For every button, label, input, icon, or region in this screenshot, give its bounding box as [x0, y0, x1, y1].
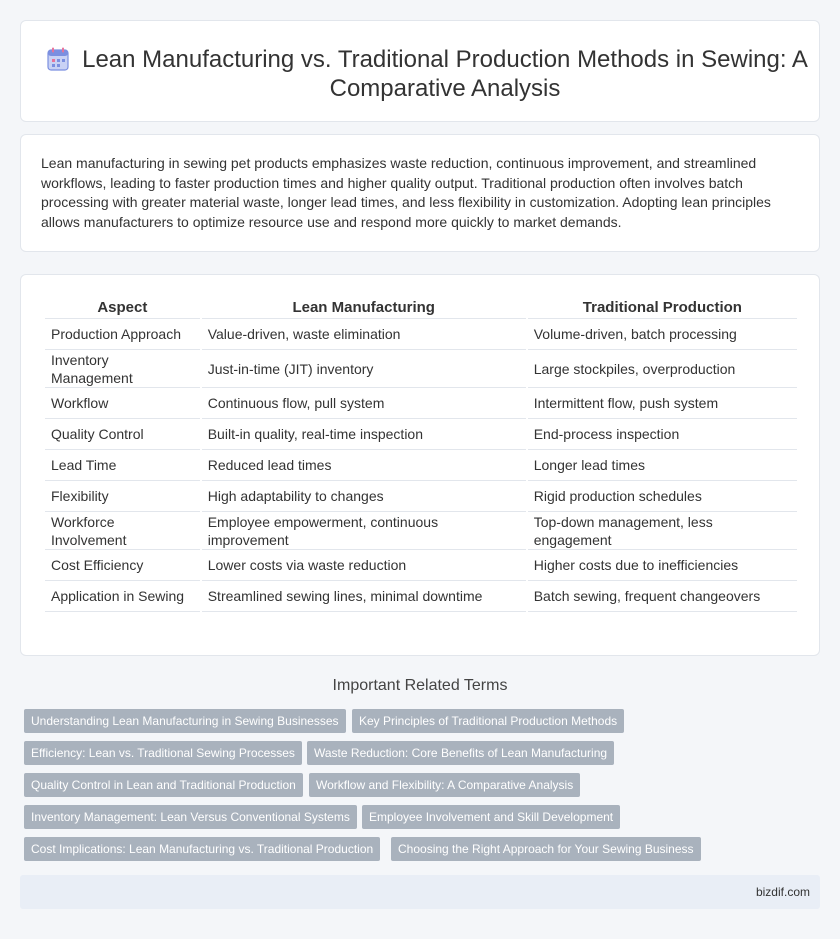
table-cell: Cost Efficiency: [45, 550, 200, 581]
table-cell: Lead Time: [45, 450, 200, 481]
table-row: [45, 550, 797, 581]
related-tag[interactable]: Workflow and Flexibility: A Comparative Analysis: [309, 773, 580, 797]
calendar-icon: [47, 47, 69, 71]
footer-site[interactable]: bizdif.com: [755, 885, 810, 899]
table-row: [45, 450, 797, 481]
table-cell: Reduced lead times: [202, 450, 526, 481]
table-row: [45, 419, 797, 450]
related-tag[interactable]: Choosing the Right Approach for Your Sewing Business: [391, 837, 701, 861]
table-cell: Flexibility: [45, 481, 200, 512]
header-lean: Lean Manufacturing: [202, 295, 526, 319]
table-cell: Higher costs due to inefficiencies: [528, 550, 797, 581]
related-tag[interactable]: Inventory Management: Lean Versus Conventional Systems: [24, 805, 357, 829]
page-title: Lean Manufacturing vs. Traditional Production Methods in Sewing: A Comparative Analysis: [82, 46, 808, 102]
table-cell: Lower costs via waste reduction: [202, 550, 526, 581]
table-cell: High adaptability to changes: [202, 481, 526, 512]
table-cell: Top-down management, less engagement: [528, 512, 797, 550]
table-cell: End-process inspection: [528, 419, 797, 450]
header-aspect: Aspect: [45, 295, 200, 319]
header-traditional: Traditional Production: [528, 295, 797, 319]
related-terms-title: Important Related Terms: [332, 677, 508, 694]
table-row: [45, 388, 797, 419]
table-cell: Intermittent flow, push system: [528, 388, 797, 419]
table-cell: Workforce Involvement: [45, 512, 200, 550]
table-cell: Production Approach: [45, 319, 200, 350]
table-cell: Batch sewing, frequent changeovers: [528, 581, 797, 612]
related-tag[interactable]: Waste Reduction: Core Benefits of Lean Manufacturing: [307, 741, 614, 765]
table-header-row: [45, 295, 797, 319]
table-cell: Large stockpiles, overproduction: [528, 350, 797, 388]
related-tag[interactable]: Understanding Lean Manufacturing in Sewing Businesses: [24, 709, 346, 733]
table-cell: Inventory Management: [45, 350, 200, 388]
footer: [20, 875, 820, 909]
table-cell: Rigid production schedules: [528, 481, 797, 512]
table-cell: Built-in quality, real-time inspection: [202, 419, 526, 450]
table-row: [45, 581, 797, 612]
related-tag[interactable]: Efficiency: Lean vs. Traditional Sewing Processes: [24, 741, 302, 765]
table-cell: Quality Control: [45, 419, 200, 450]
table-cell: Employee empowerment, continuous improvement: [202, 512, 526, 550]
table-cell: Workflow: [45, 388, 200, 419]
table-cell: Streamlined sewing lines, minimal downtime: [202, 581, 526, 612]
table-cell: Volume-driven, batch processing: [528, 319, 797, 350]
table-row: [45, 350, 797, 388]
table-cell: Just-in-time (JIT) inventory: [202, 350, 526, 388]
comparison-table: [43, 295, 799, 612]
intro-card: [20, 134, 820, 252]
table-row: [45, 481, 797, 512]
table-row: [45, 319, 797, 350]
related-tag[interactable]: Key Principles of Traditional Production Methods: [352, 709, 624, 733]
table-row: [45, 512, 797, 550]
intro-text: Lean manufacturing in sewing pet products emphasizes waste reduction, continuous improvement, and streamlined workflows, leading to faster production times and higher quality output. Traditional production often involves batch processing with greater material waste, longer lead times, and less flexibility in customization. Adopting lean principles allows manufacturers to optimize resource use and respond more quickly to market demands.: [41, 155, 771, 230]
table-cell: Value-driven, waste elimination: [202, 319, 526, 350]
table-cell: Continuous flow, pull system: [202, 388, 526, 419]
header-card: [20, 20, 820, 122]
related-tag[interactable]: Cost Implications: Lean Manufacturing vs. Traditional Production: [24, 837, 380, 861]
related-tag[interactable]: Quality Control in Lean and Traditional Production: [24, 773, 303, 797]
table-cell: Application in Sewing: [45, 581, 200, 612]
comparison-table-card: [20, 274, 820, 656]
related-tag[interactable]: Employee Involvement and Skill Development: [362, 805, 620, 829]
table-cell: Longer lead times: [528, 450, 797, 481]
